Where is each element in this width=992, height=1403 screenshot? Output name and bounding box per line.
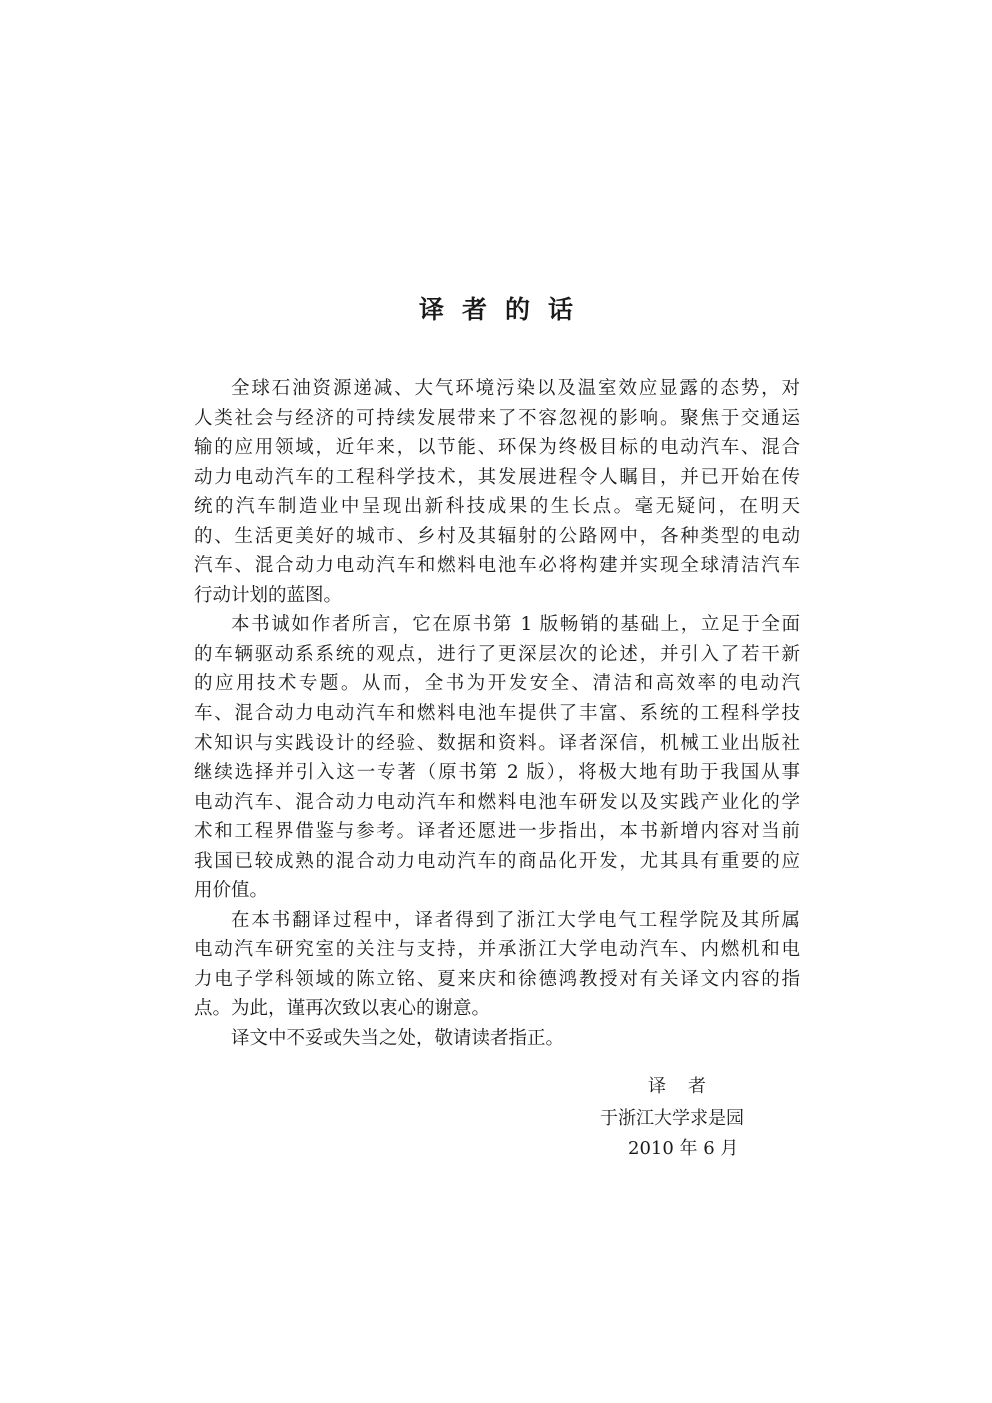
page-title: 译者的话: [418, 295, 591, 324]
signature-place: 于浙江大学求是园: [600, 1108, 744, 1129]
text-line: 车、混合动力电动汽车和燃料电池车提供了丰富、系统的工程科学技: [194, 703, 800, 725]
text-line: 的、生活更美好的城市、乡村及其辐射的公路网中，各种类型的电动: [194, 525, 800, 547]
preface-body: [194, 374, 800, 1054]
text-line: 用价值。: [194, 880, 269, 902]
signature-translator: 译者: [648, 1076, 728, 1097]
text-line: 力电子学科领域的陈立铭、夏来庆和徐德鸿教授对有关译文内容的指: [194, 968, 800, 990]
text-line: 输的应用领域，近年来，以节能、环保为终极目标的电动汽车、混合: [194, 437, 800, 459]
text-line: 我国已较成熟的混合动力电动汽车的商品化开发，尤其具有重要的应: [194, 850, 800, 872]
text-line: 本书诚如作者所言，它在原书第 1 版畅销的基础上，立足于全面: [231, 614, 800, 636]
text-line: 统的汽车制造业中呈现出新科技成果的生长点。毫无疑问，在明天: [194, 496, 800, 518]
text-line: 的车辆驱动系系统的观点，进行了更深层次的论述，并引入了若干新: [194, 643, 800, 665]
text-line: 点。为此，谨再次致以衷心的谢意。: [194, 998, 491, 1020]
text-line: 动力电动汽车的工程科学技术，其发展进程令人瞩目，并已开始在传: [194, 466, 800, 488]
text-line: 术知识与实践设计的经验、数据和资料。译者深信，机械工业出版社: [194, 732, 800, 754]
text-line: 术和工程界借鉴与参考。译者还愿进一步指出，本书新增内容对当前: [194, 821, 800, 843]
text-line: 电动汽车研究室的关注与支持，并承浙江大学电动汽车、内燃机和电: [194, 939, 800, 961]
text-line: 在本书翻译过程中，译者得到了浙江大学电气工程学院及其所属: [231, 909, 800, 931]
text-line: 的应用技术专题。从而，全书为开发安全、清洁和高效率的电动汽: [194, 673, 800, 695]
text-line: 汽车、混合动力电动汽车和燃料电池车必将构建并实现全球清洁汽车: [194, 555, 800, 577]
text-line: 全球石油资源递减、大气环境污染以及温室效应显露的态势，对: [231, 378, 800, 399]
signature-date: 2010 年 6 月: [628, 1138, 739, 1159]
text-line: 行动计划的蓝图。: [194, 584, 343, 606]
text-line: 继续选择并引入这一专著（原书第 2 版），将极大地有助于我国从事: [194, 762, 800, 784]
text-line: 译文中不妥或失当之处，敬请读者指正。: [231, 1028, 565, 1050]
text-line: 人类社会与经济的可持续发展带来了不容忽视的影响。聚焦于交通运: [194, 407, 800, 429]
text-line: 电动汽车、混合动力电动汽车和燃料电池车研发以及实践产业化的学: [194, 791, 800, 813]
